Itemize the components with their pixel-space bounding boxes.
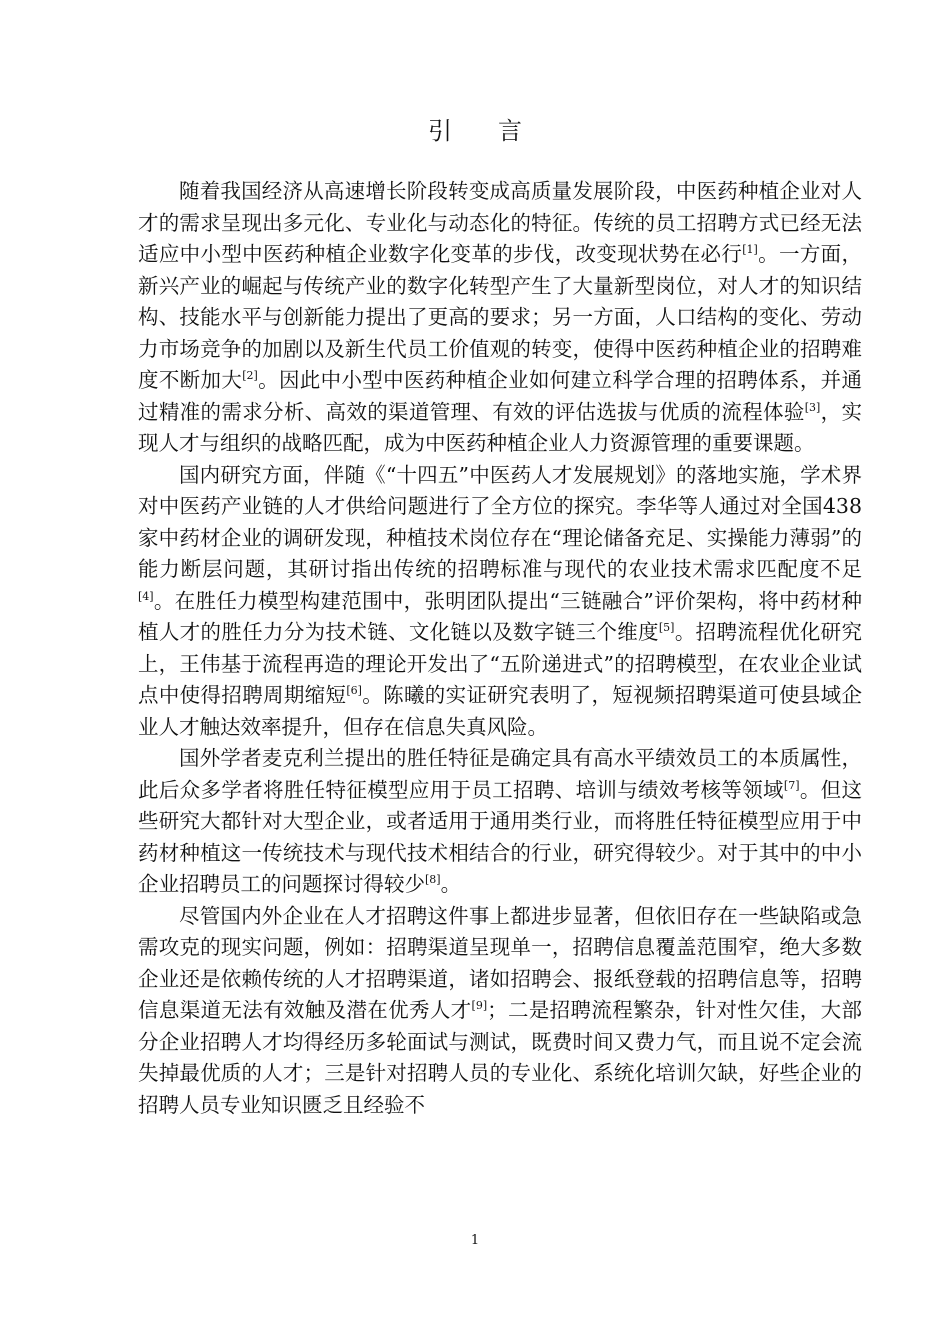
citation-ref: [8] xyxy=(425,873,441,887)
paragraph-text: 。陈曦的实证研究表明了，短视频招聘渠道可使县域企业人才触达效率提升，但存在信息失真风险。 xyxy=(138,683,863,739)
paragraph-text: 国内研究方面，伴随《“十四五”中医药人才发展规划》的落地实施，学术界对中医药产业链的人才供给问题进行了全方位的探究。李华等人通过对全国438家中药材企业的调研发现，种植技术岗位存在“理论储备充足、实操能力薄弱”的能力断层问题，其研讨指出传统的招聘标准与现代的农业技术需求匹配度不足 xyxy=(138,462,862,581)
citation-ref: [4] xyxy=(138,589,154,603)
paragraph-text: 。在胜任力模型构建范围中，张明团队提出“三链融合”评价架构，将中药材种植人才的胜任力分为技术链、文化链以及数字链三个维度 xyxy=(138,588,862,644)
page-number: 1 xyxy=(470,1233,480,1248)
paragraph-text: 尽管国内外企业在人才招聘这件事上都进步显著，但依旧存在一些缺陷或急需攻克的现实问题，例如：招聘渠道呈现单一，招聘信息覆盖范围窄，绝大多数企业还是依赖传统的人才招聘渠道，诸如招聘会、报纸登载的招聘信息等，招聘信息渠道无法有效触及潜在优秀人才 xyxy=(138,903,862,1022)
paragraph-text: 国外学者麦克利兰提出的胜任特征是确定具有高水平绩效员工的本质属性，此后众多学者将胜任特征模型应用于员工招聘、培训与绩效考核等领域 xyxy=(138,746,862,802)
body-text xyxy=(138,176,862,1121)
paragraph-text: 。因此中小型中医药种植企业如何建立科学合理的招聘体系，并通过精准的需求分析、高效的渠道管理、有效的评估选拔与优质的流程体验 xyxy=(138,368,863,424)
paragraph-2 xyxy=(138,460,862,744)
paragraph-text: 。招聘流程优化研究上，王伟基于流程再造的理论开发出了“五阶递进式”的招聘模型，在农业企业试点中使得招聘周期缩短 xyxy=(138,620,863,707)
paragraph-text: 随着我国经济从高速增长阶段转变成高质量发展阶段，中医药种植企业对人才的需求呈现出多元化、专业化与动态化的特征。传统的员工招聘方式已经无法适应中小型中医药种植企业数字化变革的步伐，改变现状势在必行 xyxy=(138,179,862,266)
paragraph-3 xyxy=(138,743,862,901)
citation-ref: [7] xyxy=(783,778,800,792)
paragraph-1 xyxy=(138,176,862,460)
paragraph-text: 。 xyxy=(440,872,462,896)
page-title: 引言 xyxy=(428,117,568,145)
paragraph-text: 。一方面，新兴产业的崛起与传统产业的数字化转型产生了大量新型岗位，对人才的知识结构、技能水平与创新能力提出了更高的要求；另一方面，人口结构的变化、劳动力市场竞争的加剧以及新生代员工价值观的转变，使得中医药种植企业的招聘难度不断加大 xyxy=(138,242,863,392)
citation-ref: [2] xyxy=(242,369,258,383)
paragraph-text: ；二是招聘流程繁杂，针对性欠佳，大部分企业招聘人才均得经历多轮面试与测试，既费时间又费力气，而且说不定会流失掉最优质的人才；三是针对招聘人员的专业化、系统化培训欠缺，好些企业的招聘人员专业知识匮乏且经验不 xyxy=(138,998,862,1117)
paragraph-text: ，实现人才与组织的战略匹配，成为中医药种植企业人力资源管理的重要课题。 xyxy=(138,399,862,455)
paragraph-text: 。但这些研究大都针对大型企业，或者适用于通用类行业，而将胜任特征模型应用于中药材种植这一传统技术与现代技术相结合的行业，研究得较少。对于其中的中小企业招聘员工的问题探讨得较少 xyxy=(138,777,863,896)
citation-ref: [3] xyxy=(804,400,821,414)
citation-ref: [6] xyxy=(346,684,362,698)
citation-ref: [5] xyxy=(658,621,675,635)
citation-ref: [1] xyxy=(742,243,758,257)
paragraph-4 xyxy=(138,901,862,1122)
citation-ref: [9] xyxy=(471,999,488,1013)
